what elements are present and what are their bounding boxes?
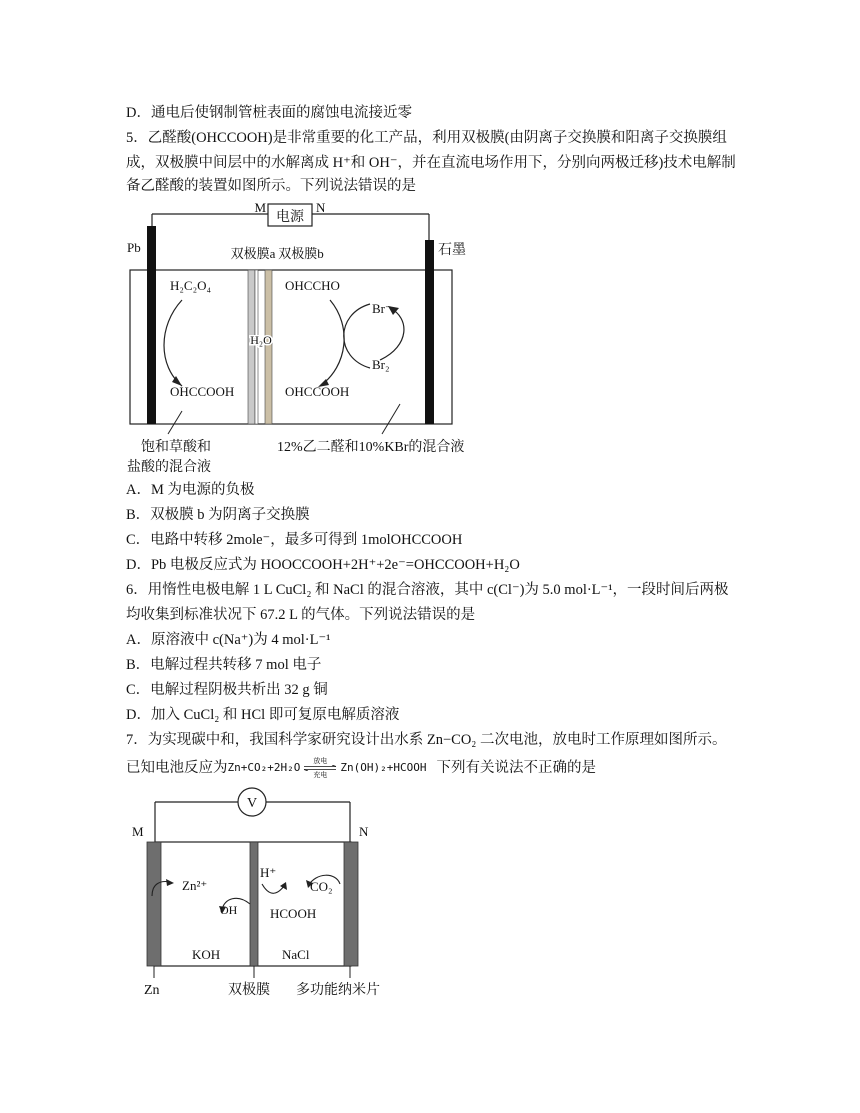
bipolar-membrane <box>250 842 258 966</box>
q6-option-b: B．电解过程共转移 7 mol 电子 <box>126 657 322 673</box>
voltmeter-label: V <box>246 796 258 811</box>
terminal-n-label-q7: N <box>359 824 369 839</box>
oh-label: OH <box>220 903 238 917</box>
q6-stem-line-1: 6．用惰性电极电解 1 L CuCl₂ 和 NaCl 的混合溶液，其中 c(Cl⁻)为 5.0 mol·L⁻¹，一段时间后两极 <box>126 582 729 598</box>
q7-reaction-prefix: 已知电池反应为 <box>126 760 228 776</box>
koh-label: KOH <box>192 947 221 962</box>
br2-label: Br₂ <box>372 357 390 372</box>
bipolar-membrane-label: 双极膜 <box>228 983 270 998</box>
terminal-m-label-q7: M <box>132 824 144 839</box>
q5-option-d: D．Pb 电极反应式为 HOOCCOOH+2H⁺+2e⁻=OHCCOOH+H₂O <box>126 557 520 573</box>
q5-stem-line-3: 备乙醛酸的装置如图所示。下列说法错误的是 <box>126 178 416 194</box>
left-solution-note-1: 饱和草酸和 <box>141 440 211 455</box>
br-minus-label: Br⁻ <box>372 301 392 316</box>
zn-label: Zn <box>144 983 160 998</box>
pb-label: Pb <box>127 240 141 255</box>
ohccho-label: OHCCHO <box>285 278 340 293</box>
pb-electrode <box>147 226 156 424</box>
left-solution-note-2: 盐酸的混合液 <box>127 460 211 475</box>
hplus-label: H⁺ <box>260 865 277 880</box>
h2o-label: H₂O <box>250 333 272 347</box>
q5-option-a: A．M 为电源的负极 <box>126 482 255 498</box>
q7-reaction-left: Zn+CO₂+2H₂O <box>227 761 301 774</box>
terminal-m-label: M <box>254 200 266 215</box>
q6-option-d: D．加入 CuCl₂ 和 HCl 即可复原电解质溶液 <box>126 707 400 723</box>
q7-stem-line-2 <box>126 757 596 779</box>
q7-reaction-right: Zn(OH)₂+HCOOH <box>340 761 427 774</box>
nacl-label: NaCl <box>282 947 310 962</box>
bipolar-membrane-gap <box>255 270 258 424</box>
bipolar-membrane-a-layer-1 <box>248 270 255 424</box>
q7-arrow-bottom-label: 充电 <box>313 771 328 779</box>
q7-reaction-suffix: 下列有关说法不正确的是 <box>436 760 596 776</box>
power-supply-label: 电源 <box>276 210 304 225</box>
q4-option-d: D．通电后使钢制管桩表面的腐蚀电流接近零 <box>126 105 412 121</box>
q6-option-a: A．原溶液中 c(Na⁺)为 4 mol·L⁻¹ <box>126 632 331 648</box>
terminal-n-label: N <box>316 200 326 215</box>
q7-stem-line-1: 7．为实现碳中和，我国科学家研究设计出水系 Zn−CO₂ 二次电池，放电时工作原理如图所示。 <box>126 732 727 748</box>
graphite-electrode <box>425 240 434 424</box>
zn-electrode <box>147 842 161 966</box>
right-solution-note: 12%乙二醛和10%KBr的混合液 <box>277 440 465 455</box>
q5-option-c: C．电路中转移 2mole⁻，最多可得到 1molOHCCOOH <box>126 532 463 548</box>
q5-stem-line-1: 5．乙醛酸(OHCCOOH)是非常重要的化工产品，利用双极膜(由阴离子交换膜和阳离子交换膜组 <box>126 130 727 146</box>
hcooh-label: HCOOH <box>270 906 317 921</box>
q5-option-b: B．双极膜 b 为阴离子交换膜 <box>126 507 310 523</box>
nanosheet-label: 多功能纳米片 <box>296 983 380 998</box>
nanosheet-electrode <box>344 842 358 966</box>
q6-option-c: C．电解过程阴极共析出 32 g 铜 <box>126 682 328 698</box>
co2-label: CO₂ <box>310 879 333 894</box>
membrane-a-label: 双极膜a <box>230 246 276 261</box>
q7-equilibrium-arrow <box>303 757 337 779</box>
ohccooh-right-label: OHCCOOH <box>285 384 350 399</box>
q6-stem-line-2: 均收集到标准状况下 67.2 L 的气体。下列说法错误的是 <box>126 607 476 623</box>
bipolar-membrane-b-layer <box>265 270 272 424</box>
graphite-label: 石墨 <box>438 243 466 258</box>
h2c2o4-label: H₂C₂O₄ <box>170 278 212 293</box>
membrane-b-label: 双极膜b <box>278 246 324 261</box>
q5-stem-line-2: 成，双极膜中间层中的水解离成 H⁺和 OH⁻，并在直流电场作用下，分别向两极迁移)技术电解制 <box>126 155 736 171</box>
zn2plus-label: Zn²⁺ <box>182 878 208 893</box>
ohccooh-left-label: OHCCOOH <box>170 384 235 399</box>
electrolytic-tank <box>130 270 452 424</box>
q7-arrow-top-label: 放电 <box>313 757 328 765</box>
q5-electrolysis-diagram <box>120 196 490 476</box>
q7-battery-diagram <box>126 786 406 1002</box>
